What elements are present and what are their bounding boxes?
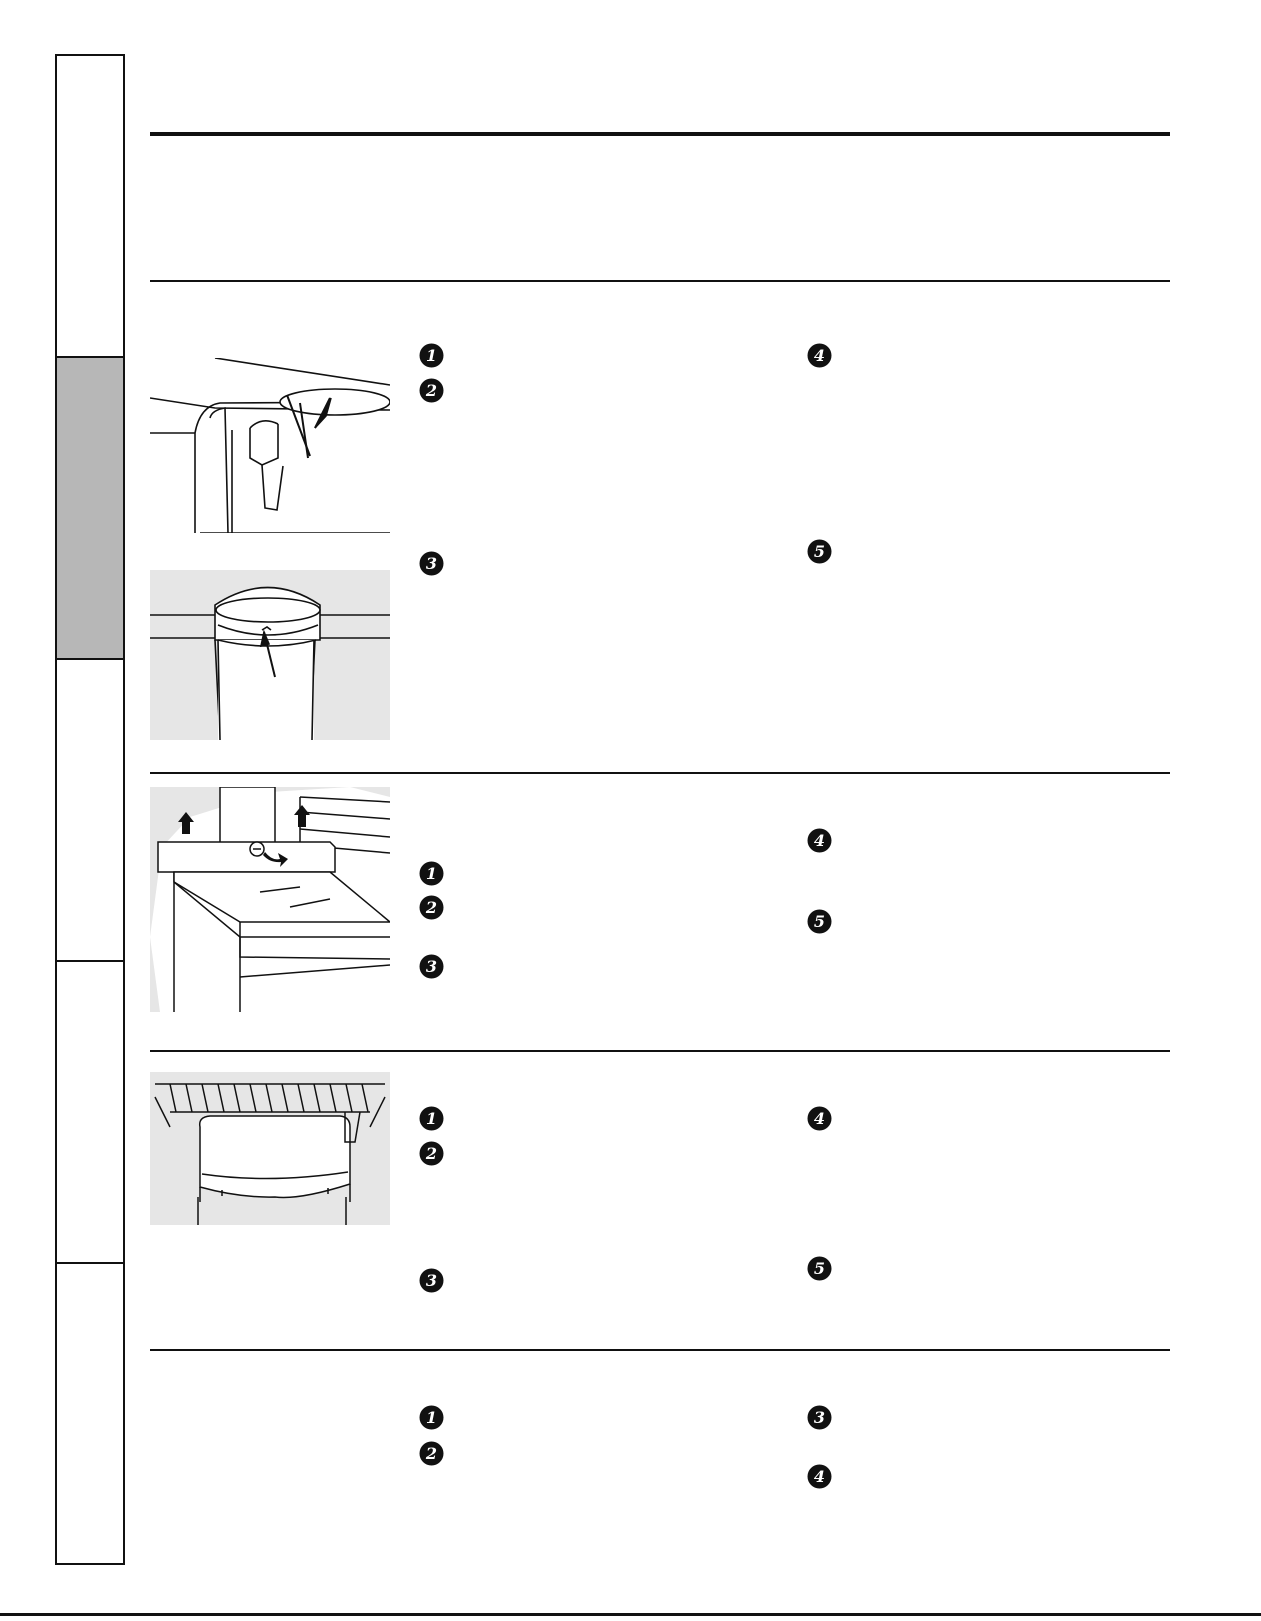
side-tab-2-active[interactable] bbox=[57, 358, 123, 660]
step-badge-2 bbox=[419, 1141, 444, 1166]
step-badge-2 bbox=[419, 895, 444, 920]
step-number: 1 bbox=[425, 1109, 438, 1128]
step-number: 3 bbox=[813, 1408, 826, 1427]
section-2-rule bbox=[150, 772, 1170, 774]
step-badge-4 bbox=[807, 1464, 832, 1489]
section-3-rule bbox=[150, 1050, 1170, 1052]
section-1-rule bbox=[150, 280, 1170, 282]
step-badge-3 bbox=[419, 954, 444, 979]
step-badge-4 bbox=[807, 1106, 832, 1131]
step-number: 1 bbox=[425, 346, 438, 365]
step-badge-3 bbox=[419, 551, 444, 576]
step-number: 4 bbox=[813, 1467, 826, 1486]
step-badge-3 bbox=[807, 1405, 832, 1430]
step-number: 5 bbox=[813, 1259, 826, 1278]
step-number: 3 bbox=[425, 554, 438, 573]
step-badge-1 bbox=[419, 1405, 444, 1430]
step-number: 1 bbox=[425, 1408, 438, 1427]
step-badge-5 bbox=[807, 1256, 832, 1281]
step-number: 1 bbox=[425, 864, 438, 883]
step-badge-1 bbox=[419, 1106, 444, 1131]
step-number: 2 bbox=[425, 381, 438, 400]
step-number: 2 bbox=[425, 898, 438, 917]
step-number: 3 bbox=[425, 1271, 438, 1290]
side-tab-3[interactable] bbox=[57, 660, 123, 962]
side-tab-4[interactable] bbox=[57, 962, 123, 1264]
step-number: 5 bbox=[813, 912, 826, 931]
section-4-rule bbox=[150, 1349, 1170, 1351]
step-number: 3 bbox=[425, 957, 438, 976]
side-tab-1[interactable] bbox=[57, 56, 123, 358]
step-number: 4 bbox=[813, 346, 826, 365]
step-badge-4 bbox=[807, 343, 832, 368]
side-tab-strip bbox=[55, 54, 125, 1565]
step-number: 2 bbox=[425, 1444, 438, 1463]
header-rule bbox=[150, 132, 1170, 136]
step-number: 4 bbox=[813, 831, 826, 850]
step-badge-4 bbox=[807, 828, 832, 853]
step-badge-3 bbox=[419, 1268, 444, 1293]
step-number: 5 bbox=[813, 542, 826, 561]
step-badge-5 bbox=[807, 909, 832, 934]
step-number: 2 bbox=[425, 1144, 438, 1163]
range-backsplash-illustration bbox=[150, 787, 390, 1012]
step-badge-1 bbox=[419, 861, 444, 886]
step-badge-5 bbox=[807, 539, 832, 564]
shelf-drawer-illustration bbox=[150, 1072, 390, 1225]
step-badge-1 bbox=[419, 343, 444, 368]
dispenser-filter-illustration bbox=[150, 358, 390, 533]
side-tab-5[interactable] bbox=[57, 1264, 123, 1563]
step-badge-2 bbox=[419, 378, 444, 403]
step-badge-2 bbox=[419, 1441, 444, 1466]
footer-rule bbox=[0, 1613, 1261, 1616]
filter-cartridge-illustration bbox=[150, 570, 390, 740]
step-number: 4 bbox=[813, 1109, 826, 1128]
